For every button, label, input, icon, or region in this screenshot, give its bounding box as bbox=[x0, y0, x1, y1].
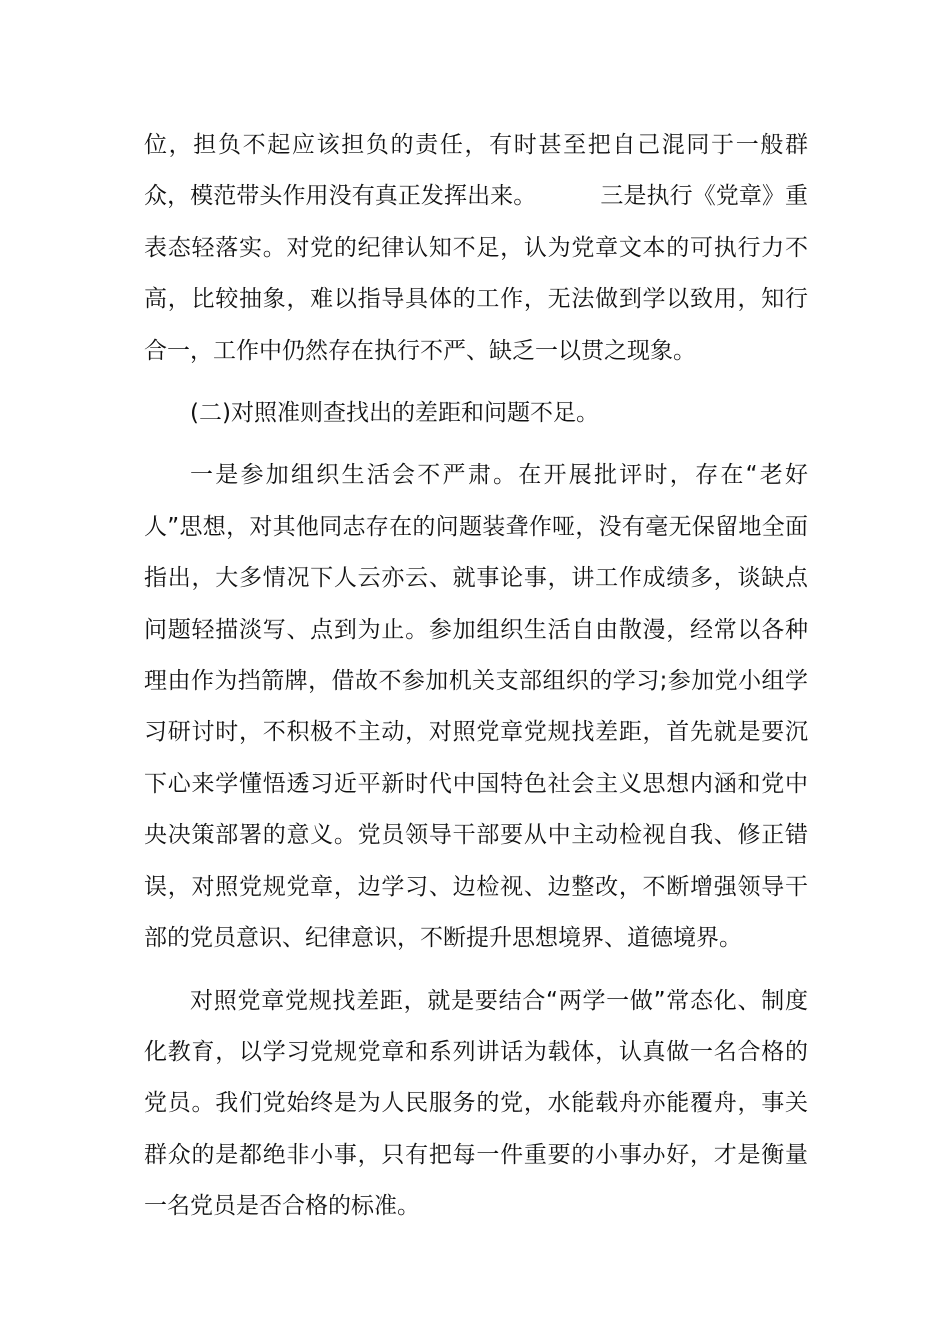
paragraph: 一是参加组织生活会不严肃。在开展批评时，存在“老好人”思想，对其他同志存在的问题装聋作哑，没有毫无保留地全面指出，大多情况下人云亦云、就事论事，讲工作成绩多，谈缺点问题轻描淡写、点到为止。参加组织生活自由散漫，经常以各种理由作为挡箭牌，借故不参加机关支部组织的学习;参加党小组学习研讨时，不积极不主动，对照党章党规找差距，首先就是要沉下心来学懂悟透习近平新时代中国特色社会主义思想内涵和党中央决策部署的意义。党员领导干部要从中主动检视自我、修正错误，对照党规党章，边学习、边检视、边整改，不断增强领导干部的党员意识、纪律意识，不断提升思想境界、道德境界。 bbox=[144, 462, 808, 952]
paragraph-continuation bbox=[144, 120, 808, 377]
paragraph-text: 位，担负不起应该担负的责任，有时甚至把自己混同于一般群众，模范带头作用没有真正发挥出来。 bbox=[144, 132, 808, 210]
paragraph: 对照党章党规找差距，就是要结合“两学一做”常态化、制度化教育，以学习党规党章和系列讲话为载体，认真做一名合格的党员。我们党始终是为人民服务的党，水能载舟亦能覆舟，事关群众的是都绝非小事，只有把每一件重要的小事办好，才是衡量一名党员是否合格的标准。 bbox=[144, 987, 808, 1220]
paragraph-text: 三是执行《党章》重表态轻落实。对党的纪律认知不足，认为党章文本的可执行力不高，比较抽象，难以指导具体的工作，无法做到学以致用，知行合一，工作中仍然存在执行不严、缺乏一以贯之现象。 bbox=[144, 183, 809, 364]
document-body bbox=[144, 120, 808, 1233]
section-heading: (二)对照准则查找出的差距和问题不足。 bbox=[190, 400, 599, 427]
